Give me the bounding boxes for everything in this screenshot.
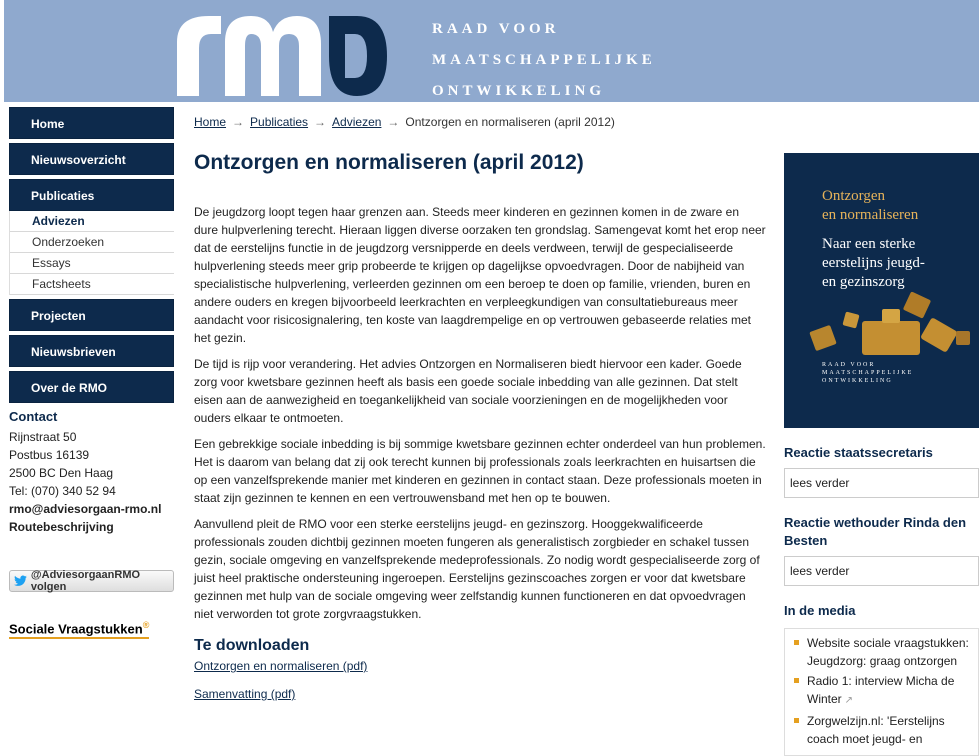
download-link-full-pdf[interactable]: Ontzorgen en normaliseren (pdf) (194, 659, 368, 673)
book-title-line-1: Ontzorgen (822, 188, 886, 204)
nav-item-publicaties[interactable]: Publicaties (9, 179, 174, 211)
page-title: Ontzorgen en normaliseren (april 2012) (194, 151, 584, 174)
contact-email-link[interactable]: rmo@adviesorgaan-rmo.nl (9, 502, 162, 516)
book-title-line-2: en normaliseren (822, 207, 919, 223)
breadcrumb-current: Ontzorgen en normaliseren (april 2012) (405, 115, 615, 129)
book-subtitle-line-3: en gezinszorg (822, 274, 905, 290)
nav-item-nieuwsbrieven[interactable]: Nieuwsbrieven (9, 335, 174, 367)
breadcrumb-home[interactable]: Home (194, 115, 227, 129)
tagline-line-3: ONTWIKKELING (432, 83, 606, 99)
nav-item-nieuwsoverzicht[interactable]: Nieuwsoverzicht (9, 143, 174, 175)
media-list (784, 628, 979, 756)
submenu-item-adviezen[interactable]: Adviezen (10, 211, 174, 232)
main-content (194, 115, 766, 713)
reaction-title-wethouder: Reactie wethouder Rinda den Besten (784, 515, 967, 548)
paragraph-4: Aanvullend pleit de RMO voor een sterke eerstelijns jeugd- en gezinszorg. Hooggekwalificeerde professionals zouden dichtbij gezinnen moeten fungeren als generalistisch zorgbieder en schakel tussen gezin, sociale omgeving en vanzelfsprekende medeprofessionals. Zo nodig wordt gespecialiseerde zorg of juist heel praktische ondersteuning ingeroepen. Eerstelijns gezinscoaches zorgen er voor dat kwetsbare gezinnen met hulp van de sociale omgeving weer zelfstandig kunnen functioneren en dat opvoedvragen niet verworden tot grote zorgvraagstukken. (194, 517, 760, 621)
submenu-item-onderzoeken[interactable]: Onderzoeken (10, 232, 174, 253)
book-publisher-line-2: MAATSCHAPPELIJKE (822, 370, 914, 376)
sociale-vraagstukken-logo[interactable] (9, 592, 174, 639)
paragraph-2: De tijd is rijp voor verandering. Het advies Ontzorgen en Normaliseren biedt hiervoor een kader. Goede zorg voor kwetsbare gezinnen heeft als basis een goede sociale inbedding van alle gezinnen. Dat stelt eisen aan de aanwezigheid en toegankelijkheid van sociale voorzieningen en de mogelijkheden voor ouders elkaar te ontmoeten. (194, 357, 742, 425)
book-subtitle-line-2: eerstelijns jeugd- (822, 255, 925, 271)
book-publisher-line-3: ONTWIKKELING (822, 378, 893, 384)
media-item[interactable]: Website sociale vraagstukken: Jeugdzorg: graag ontzorgen (785, 634, 978, 670)
media-item-text: Radio 1: interview Micha de Winter (807, 674, 955, 706)
tagline-line-2: MAATSCHAPPELIJKE (432, 52, 656, 68)
twitter-follow-label: @AdviesorgaanRMO volgen (30, 569, 141, 593)
twitter-bird-icon (14, 575, 27, 587)
book-publisher (822, 361, 913, 385)
book-publisher-line-1: RAAD VOOR (822, 362, 876, 368)
breadcrumb-arrow-icon: → (387, 115, 400, 129)
reaction-title-staatssecretaris: Reactie staatssecretaris (784, 445, 933, 460)
left-column (9, 107, 174, 639)
tagline-line-1: RAAD VOOR (432, 21, 560, 37)
breadcrumb (194, 115, 766, 131)
breadcrumb-arrow-icon: → (314, 115, 327, 129)
contact-title: Contact (9, 409, 58, 424)
paragraph-3: Een gebrekkige sociale inbedding is bij sommige kwetsbare gezinnen echter onderdeel van hun problemen. Het is daarom van belang dat zij ook terecht kunnen bij professionals zoals leerkrachten en huisartsen die op een vanzelfsprekende manier met kinderen en gezinnen in contact staan. Deze professionals moeten in staat zijn gezinnen te kennen en een vertrouwensband met hen op te bouwen. (194, 437, 766, 505)
media-item[interactable]: Zorgwelzijn.nl: 'Eerstelijns coach moet jeugd- en (785, 712, 978, 748)
read-more-link-wethouder[interactable]: lees verder (784, 556, 979, 586)
book-subtitle-line-1: Naar een sterke (822, 236, 916, 252)
paragraph-1: De jeugdzorg loopt tegen haar grenzen aan. Steeds meer kinderen en gezinnen komen in de zware en dure hulpverlening terecht. Hieraan liggen diverse oorzaken ten grondslag. Samengevat komt het erop neer dat de eerstelijns functie in de jeugdzorg versnipperde en deels verdween, terwijl de gespecialiseerde hulpverlening steeds meer grip probeerde te krijgen op dagelijkse opvoedvragen. Door de nabijheid van specialistische hulpverlening, verleerden gezinnen om een beroep te doen op familie, vrienden, buren en andere ouders en kregen bijvoorbeeld leerkrachten en verpleegkundigen van consultatiebureaus meer aandacht voor risicosignalering, ten koste van laagdrempelige en op vertrouwen gebaseerde relaties met het gezin. (194, 205, 766, 345)
breadcrumb-adviezen[interactable]: Adviezen (332, 115, 382, 129)
sv-logo-text: Sociale Vraagstukken (9, 621, 143, 637)
right-sidebar (784, 153, 979, 756)
contact-address: Rijnstraat 50 (9, 430, 77, 444)
submenu-item-factsheets[interactable]: Factsheets (10, 274, 174, 295)
tagline (432, 14, 656, 102)
book-title (822, 187, 918, 225)
contact-phone: Tel: (070) 340 52 94 (9, 484, 116, 498)
submenu-publicaties (9, 211, 174, 295)
breadcrumb-arrow-icon: → (232, 115, 245, 129)
twitter-follow-button[interactable] (9, 570, 174, 592)
contact-postbus: Postbus 16139 (9, 448, 90, 462)
breadcrumb-publicaties[interactable]: Publicaties (250, 115, 309, 129)
nav-item-over-de-rmo[interactable]: Over de RMO (9, 371, 174, 403)
nav-item-home[interactable]: Home (9, 107, 174, 139)
download-link-summary-pdf[interactable]: Samenvatting (pdf) (194, 687, 296, 701)
route-link[interactable]: Routebeschrijving (9, 520, 114, 534)
contact-city: 2500 BC Den Haag (9, 466, 114, 480)
submenu-item-essays[interactable]: Essays (10, 253, 174, 274)
read-more-link-staatssecretaris[interactable]: lees verder (784, 468, 979, 498)
rmo-logo[interactable] (169, 2, 389, 98)
sv-logo-mark: ® (142, 620, 150, 630)
nav-item-projecten[interactable]: Projecten (9, 299, 174, 331)
media-item[interactable] (785, 672, 978, 710)
external-link-icon: ↗ (844, 695, 854, 706)
book-cover-image[interactable] (784, 153, 979, 428)
brass-weights-illustration (784, 273, 979, 373)
downloads-title: Te downloaden (194, 637, 310, 654)
media-title: In de media (784, 603, 856, 618)
site-header (4, 0, 979, 102)
